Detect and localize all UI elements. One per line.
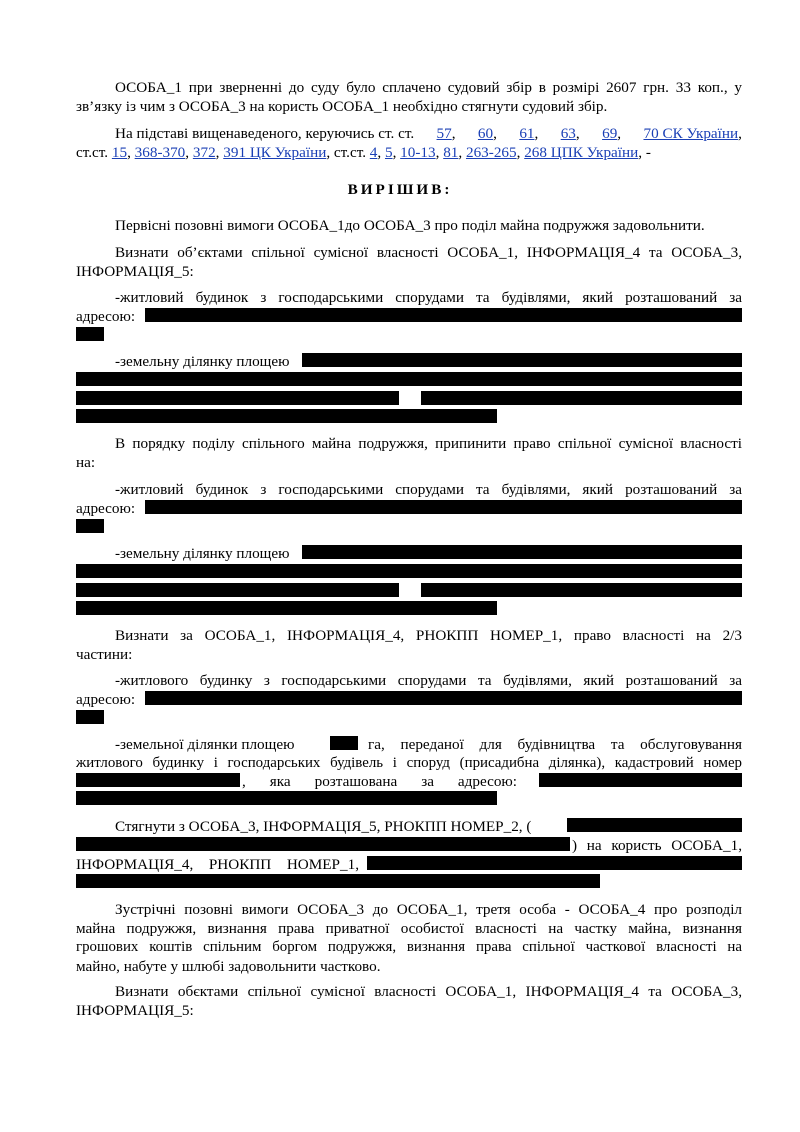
redaction-bar — [76, 409, 497, 423]
link-article-61[interactable]: 61 — [519, 125, 535, 142]
redaction-bar — [76, 837, 570, 851]
initial-claims-satisfied: Первісні позовні вимоги ОСОБА_1до ОСОБА_3 про поділ майна подружжя задовольнити. — [115, 217, 705, 234]
redaction-bar — [76, 874, 600, 888]
link-article-15[interactable]: 15 — [111, 144, 128, 161]
link-article-368-370[interactable]: 368-370 — [134, 144, 186, 161]
house-line2-label: адресою: — [76, 500, 136, 517]
link-article-372[interactable]: 372 — [192, 144, 216, 161]
ownership-two-thirds-line2: частини: — [76, 646, 133, 663]
land-plot-label: -земельну ділянку площею — [115, 545, 290, 562]
redaction-bar — [421, 583, 742, 597]
link-article-69[interactable]: 69 — [602, 125, 618, 142]
house-line2-label: адресою: — [76, 691, 136, 708]
joint-property-line2: ІНФОРМАЦІЯ_5: — [76, 263, 194, 280]
redaction-bar — [76, 791, 497, 805]
redaction-bar — [76, 391, 399, 405]
house-line1: -житловий будинок з господарськими спорудами та будівлями, який розташований за — [115, 289, 742, 306]
house-line2-label: адресою: — [76, 308, 136, 325]
link-article-5[interactable]: 5 — [384, 144, 393, 161]
redaction-bar — [302, 545, 742, 559]
counterclaim-line4: майно, набуте у шлюбі задовольнити частково. — [76, 958, 381, 975]
legal-basis-line1: На підставі вищенаведеного, керуючись ст. ст. 57, 60, 61, 63, 69, 70 СК України, — [115, 125, 742, 142]
land-plot-address-label: , яка розташована за адресою: — [242, 773, 517, 790]
link-article-63[interactable]: 63 — [560, 125, 576, 142]
house-line1: -житлового будинку з господарськими спорудами та будівлями, який розташований за — [115, 672, 742, 689]
terminate-joint-ownership-line2: на: — [76, 454, 96, 471]
link-article-81[interactable]: 81 — [443, 144, 459, 161]
joint-property-objects-line2: ІНФОРМАЦІЯ_5: — [76, 1002, 194, 1019]
redaction-bar — [539, 773, 742, 787]
terminate-joint-ownership-line1: В порядку поділу спільного майна подружжя, припинити право спільної сумісної власності — [115, 435, 742, 452]
counterclaim-line2: майна подружжя, визнання права приватної особистої власності на частку майна, визнання — [76, 920, 742, 937]
recover-fee-line3: ІНФОРМАЦІЯ_4, РНОКПП НОМЕР_1, — [76, 856, 359, 873]
redaction-bar — [76, 710, 104, 724]
redaction-bar — [76, 583, 399, 597]
redaction-bar — [76, 519, 104, 533]
redaction-bar — [76, 773, 240, 787]
joint-property-objects-line1: Визнати обєктами спільної сумісної власності ОСОБА_1, ІНФОРМАЦІЯ_4 та ОСОБА_3, — [115, 983, 742, 1000]
link-article-10-13[interactable]: 10-13 — [400, 144, 436, 161]
redaction-bar — [330, 736, 358, 750]
decision-heading: ВИРІШИВ: — [347, 181, 453, 198]
house-line1: -житловий будинок з господарськими спорудами та будівлями, який розташований за — [115, 481, 742, 498]
recover-fee-line1: Стягнути з ОСОБА_3, ІНФОРМАЦІЯ_5, РНОКПП НОМЕР_2, ( — [115, 818, 532, 835]
link-article-4[interactable]: 4 — [369, 144, 378, 161]
redaction-bar — [302, 353, 742, 367]
redaction-bar — [145, 691, 742, 705]
recover-fee-line2: ) на користь ОСОБА_1, — [572, 837, 742, 854]
redaction-bar — [567, 818, 742, 832]
legal-basis-intro: На підставі вищенаведеного, керуючись ст. ст. — [115, 125, 415, 142]
link-article-57[interactable]: 57 — [436, 125, 452, 142]
land-plot-label: -земельну ділянку площею — [115, 353, 290, 370]
link-article-263-265[interactable]: 263-265 — [465, 144, 517, 161]
redaction-bar — [145, 308, 742, 322]
ststs-label-1: ст.ст. — [76, 144, 109, 161]
land-plot-area-label: -земельної ділянки площею — [115, 736, 295, 753]
link-article-60[interactable]: 60 — [477, 125, 494, 142]
land-plot-purpose: га, переданої для будівництва та обслуговування — [368, 736, 742, 753]
redaction-bar — [367, 856, 742, 870]
link-article-70-sk[interactable]: 70 СК України — [643, 125, 739, 142]
legal-basis-line2: ст.ст. 15, 368-370, 372, 391 ЦК України, ст.ст. 4, 5, 10-13, 81, 263-265, 268 ЦПК України, - — [76, 144, 651, 161]
paragraph-court-fee-line1: ОСОБА_1 при зверненні до суду було сплачено судовий збір в розмірі 2607 грн. 33 коп., у — [115, 79, 742, 96]
land-plot-cadastral-line: житлового будинку і господарських будівель і споруд (присадибна ділянка), кадастровий номер — [76, 755, 742, 771]
link-article-268-cpk[interactable]: 268 ЦПК України — [524, 144, 639, 161]
redaction-bar — [145, 500, 742, 514]
legal-basis-tail: , - — [638, 144, 651, 161]
joint-property-line1: Визнати об’єктами спільної сумісної власності ОСОБА_1, ІНФОРМАЦІЯ_4 та ОСОБА_3, — [115, 244, 742, 261]
ownership-two-thirds-line1: Визнати за ОСОБА_1, ІНФОРМАЦІЯ_4, РНОКПП НОМЕР_1, право власності на 2/3 — [115, 627, 742, 644]
paragraph-court-fee-line2: зв’язку із чим з ОСОБА_3 на користь ОСОБА_1 необхідно стягнути судовий збір. — [76, 98, 608, 115]
counterclaim-line1: Зустрічні позовні вимоги ОСОБА_3 до ОСОБА_1, третя особа - ОСОБА_4 про розподіл — [115, 901, 742, 918]
redaction-bar — [76, 601, 497, 615]
redaction-bar — [421, 391, 742, 405]
link-article-391-ck[interactable]: 391 ЦК України — [223, 144, 327, 161]
redaction-bar — [76, 372, 742, 386]
ststs-label-2: ст.ст. — [333, 144, 366, 161]
redaction-bar — [76, 564, 742, 578]
redaction-bar — [76, 327, 104, 341]
counterclaim-line3: грошових коштів спільним боргом подружжя, визнання права спільної часткової власності на — [76, 939, 742, 955]
